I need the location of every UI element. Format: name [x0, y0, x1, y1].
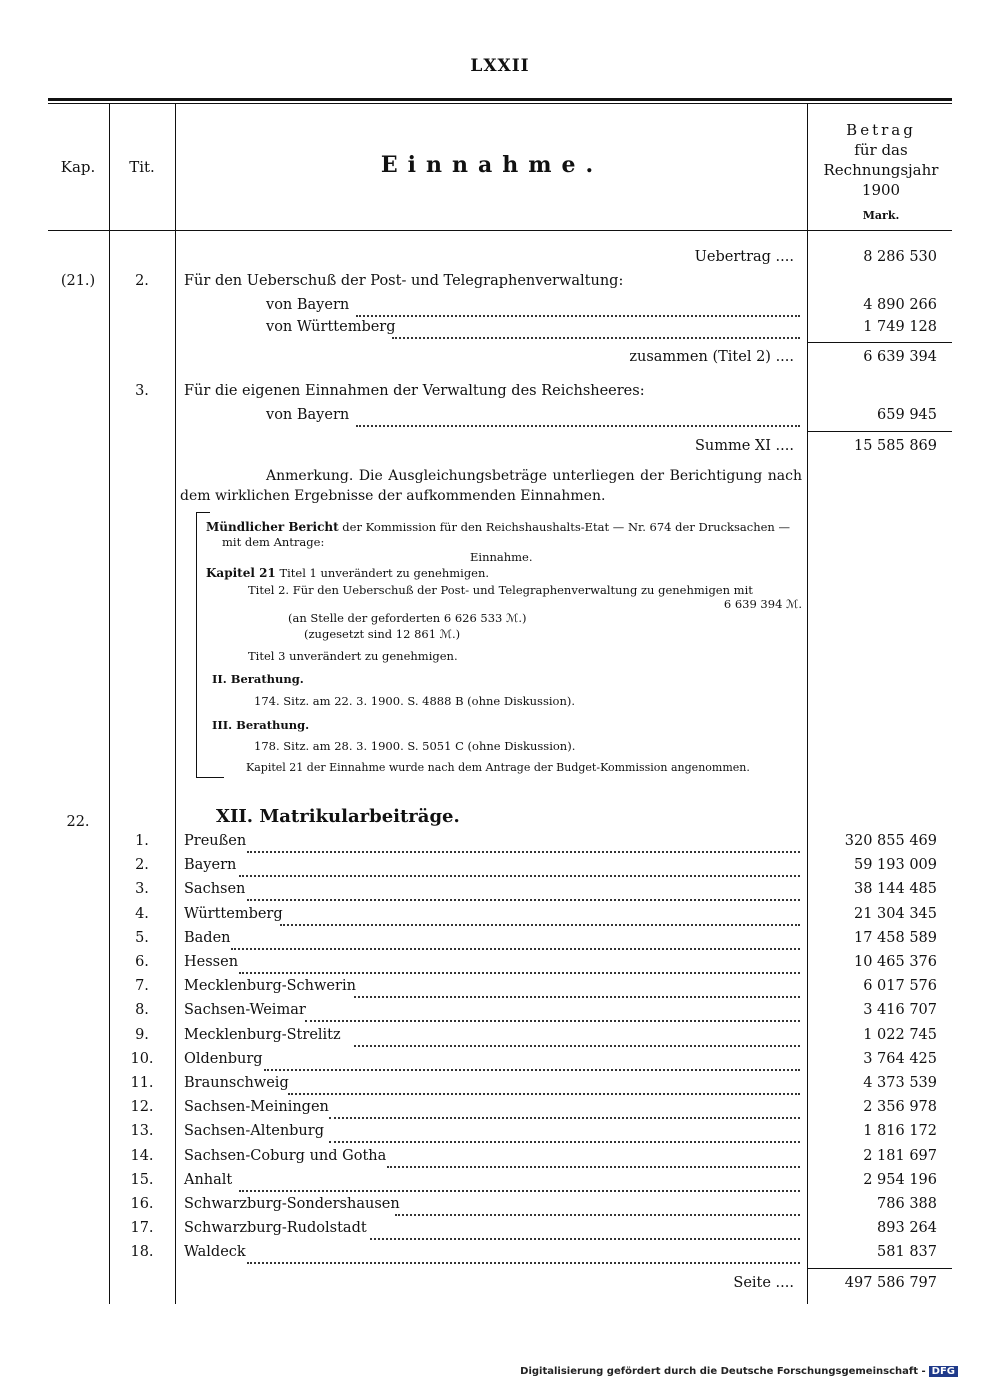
report-amount: 6 639 394 ℳ.: [723, 597, 802, 611]
table-row: [0, 878, 1000, 902]
leader-dots: [231, 930, 800, 950]
row-amount: 2 954 196: [863, 1172, 937, 1188]
table-row: [0, 903, 1000, 927]
row-label: Württemberg: [184, 906, 283, 922]
table-row: [0, 927, 1000, 951]
row-amount: 1 749 128: [863, 319, 937, 335]
table-row: [0, 1096, 1000, 1120]
row-bayern-heer: [0, 404, 1000, 428]
row-amount: 8 286 530: [863, 249, 937, 265]
row-amount: 786 388: [877, 1196, 937, 1212]
table-row: [0, 1145, 1000, 1169]
row-label: von Bayern: [266, 407, 350, 423]
leader-dots: [239, 857, 800, 877]
row-zusammen: [0, 346, 1000, 370]
row-label: Sachsen-Coburg und Gotha: [184, 1148, 387, 1164]
leader-dots: [370, 1220, 800, 1240]
report-reading-heading: III. Berathung.: [212, 718, 310, 732]
header-amount: [810, 120, 952, 226]
row-amount: 3 416 707: [863, 1002, 937, 1018]
row-uebertrag: [0, 246, 1000, 270]
row-bayern-post: [0, 294, 1000, 318]
row-label: zusammen (Titel 2) ....: [629, 349, 794, 365]
header-unit: Mark.: [862, 209, 900, 222]
header-rule-top-thin: [48, 103, 952, 104]
header-amount-line: Betrag: [846, 121, 916, 139]
row-tit: 18.: [130, 1244, 154, 1260]
header-rule-bottom: [48, 230, 952, 231]
row-tit: 3.: [135, 383, 149, 399]
table-row: [0, 951, 1000, 975]
row-label: Preußen: [184, 833, 247, 849]
row-label: Oldenburg: [184, 1051, 263, 1067]
sum-rule: [808, 431, 952, 432]
row-amount: 4 373 539: [863, 1075, 937, 1091]
table-row: [0, 1072, 1000, 1096]
row-title-3: [0, 380, 1000, 404]
leader-dots: [305, 1002, 800, 1022]
row-tit: 1.: [135, 833, 149, 849]
header-amount-line: 1900: [861, 181, 901, 199]
leader-dots: [329, 1099, 800, 1119]
row-tit: 17.: [130, 1220, 154, 1236]
leader-dots: [354, 978, 800, 998]
table-row: [0, 1241, 1000, 1265]
row-label: Schwarzburg-Sondershausen: [184, 1196, 400, 1212]
row-label: Sachsen-Meiningen: [184, 1099, 329, 1115]
report-text: Titel 1 unverändert zu genehmigen.: [279, 566, 490, 580]
report-box-tick: [196, 777, 224, 778]
row-label: Summe XI ....: [694, 438, 794, 454]
row-amount: 6 017 576: [863, 978, 937, 994]
row-tit: 2.: [135, 273, 149, 289]
row-label: Mecklenburg-Strelitz: [184, 1027, 341, 1043]
report-box-tick: [196, 512, 210, 513]
report-text: (zugesetzt sind 12 861 ℳ.): [304, 627, 461, 641]
row-label: Mecklenburg-Schwerin: [184, 978, 356, 994]
row-amount: 6 639 394: [863, 349, 937, 365]
row-tit: 15.: [130, 1172, 154, 1188]
report-text: Titel 2. Für den Ueberschuß der Post- und Telegraphenverwaltung zu genehmigen mit: [248, 583, 753, 597]
header-amount-line: für das: [854, 141, 908, 159]
leader-dots: [239, 1172, 800, 1192]
header-title: Einnahme.: [380, 152, 604, 178]
row-tit: 14.: [130, 1148, 154, 1164]
table-row: [0, 1193, 1000, 1217]
table-row: [0, 854, 1000, 878]
report-chapter: Kapitel 21: [206, 566, 276, 580]
leader-dots: [288, 1075, 800, 1095]
row-kap: (21.): [60, 273, 96, 289]
report-text: 178. Sitz. am 28. 3. 1900. S. 5051 C (ohne Diskussion).: [254, 739, 576, 753]
row-tit: 7.: [135, 978, 149, 994]
row-summe-xi: [0, 435, 1000, 459]
row-tit: 9.: [135, 1027, 149, 1043]
row-label: Hessen: [184, 954, 239, 970]
report-text: 174. Sitz. am 22. 3. 1900. S. 4888 B (ohne Diskussion).: [254, 694, 575, 708]
row-label: Sachsen-Weimar: [184, 1002, 306, 1018]
table-row: [0, 1048, 1000, 1072]
sum-rule: [808, 342, 952, 343]
row-amount: 497 586 797: [844, 1275, 937, 1291]
report-text: Einnahme.: [470, 550, 533, 564]
row-tit: 8.: [135, 1002, 149, 1018]
row-amount: 10 465 376: [853, 954, 937, 970]
row-tit: 2.: [135, 857, 149, 873]
row-amount: 581 837: [877, 1244, 937, 1260]
row-label: Braunschweig: [184, 1075, 289, 1091]
row-tit: 13.: [130, 1123, 154, 1139]
row-wuerttemberg-post: [0, 316, 1000, 340]
leader-dots: [354, 1027, 800, 1047]
report-text: Titel 3 unverändert zu genehmigen.: [248, 649, 458, 663]
row-label: Bayern: [184, 857, 237, 873]
row-label: Baden: [184, 930, 231, 946]
row-label: Anhalt: [184, 1172, 233, 1188]
table-row: [0, 1024, 1000, 1048]
table-row: [0, 1217, 1000, 1241]
row-tit: 4.: [135, 906, 149, 922]
row-amount: 1 022 745: [863, 1027, 937, 1043]
row-amount: 659 945: [877, 407, 937, 423]
leader-dots: [387, 1148, 800, 1168]
row-label: von Bayern: [266, 297, 350, 313]
table-row: [0, 999, 1000, 1023]
row-amount: 2 181 697: [863, 1148, 937, 1164]
row-amount: 3 764 425: [863, 1051, 937, 1067]
row-amount: 320 855 469: [844, 833, 937, 849]
leader-dots: [239, 954, 800, 974]
row-tit: 16.: [130, 1196, 154, 1212]
page-number: LXXII: [470, 56, 530, 76]
report-text: der Kommission für den Reichshaushalts-Etat — Nr. 674 der Drucksachen —: [342, 520, 790, 534]
row-amount: 59 193 009: [853, 857, 937, 873]
table-row: [0, 830, 1000, 854]
leader-dots: [264, 1051, 800, 1071]
row-label: Für den Ueberschuß der Post- und Telegraphenverwaltung:: [184, 273, 624, 289]
leader-dots: [395, 1196, 800, 1216]
row-amount: 893 264: [877, 1220, 937, 1236]
leader-dots: [247, 881, 800, 901]
report-text: Kapitel 21 der Einnahme wurde nach dem Antrage der Budget-Kommission angenommen.: [246, 761, 750, 774]
report-heading: Mündlicher Bericht: [206, 520, 339, 534]
leader-dots: [329, 1123, 800, 1143]
row-label: Für die eigenen Einnahmen der Verwaltung des Reichsheeres:: [184, 383, 645, 399]
report-reading-heading: II. Berathung.: [212, 672, 304, 686]
row-seite: [0, 1272, 1000, 1296]
sum-rule: [808, 1268, 952, 1269]
row-tit: 11.: [130, 1075, 154, 1091]
header-amount-line: Rechnungsjahr: [823, 161, 939, 179]
section-title: XII. Matrikularbeiträge.: [216, 806, 460, 827]
row-label: Sachsen: [184, 881, 246, 897]
table-row: [0, 1169, 1000, 1193]
footer-text: Digitalisierung gefördert durch die Deutsche Forschungsgemeinschaft -: [520, 1366, 926, 1377]
leader-dots: [356, 297, 800, 317]
leader-dots: [247, 833, 800, 853]
report-text: (an Stelle der geforderten 6 626 533 ℳ.): [288, 611, 527, 625]
table-row: [0, 1120, 1000, 1144]
leader-dots: [356, 407, 800, 427]
row-label: Waldeck: [184, 1244, 246, 1260]
row-amount: 4 890 266: [863, 297, 937, 313]
header-tit: Tit.: [129, 158, 155, 176]
row-amount: 17 458 589: [853, 930, 937, 946]
row-amount: 15 585 869: [853, 438, 937, 454]
footer-credit: [520, 1366, 958, 1377]
row-amount: 1 816 172: [863, 1123, 937, 1139]
row-label: von Württemberg: [266, 319, 396, 335]
header-kap: Kap.: [60, 158, 96, 176]
leader-dots: [392, 319, 800, 339]
row-amount: 38 144 485: [853, 881, 937, 897]
row-label: Seite ....: [733, 1275, 794, 1291]
row-label: Uebertrag ....: [694, 249, 794, 265]
leader-dots: [280, 906, 800, 926]
row-tit: 5.: [135, 930, 149, 946]
row-amount: 2 356 978: [863, 1099, 937, 1115]
row-title-2: [0, 270, 1000, 294]
table-row: [0, 975, 1000, 999]
section-kap: 22.: [66, 814, 90, 830]
row-label: Schwarzburg-Rudolstadt: [184, 1220, 367, 1236]
row-tit: 10.: [130, 1051, 154, 1067]
report-text: mit dem Antrage:: [222, 535, 325, 549]
row-tit: 6.: [135, 954, 149, 970]
row-tit: 12.: [130, 1099, 154, 1115]
row-label: Sachsen-Altenburg: [184, 1123, 324, 1139]
leader-dots: [247, 1244, 800, 1264]
report-line: [206, 566, 489, 581]
report-line: [206, 520, 790, 535]
row-amount: 21 304 345: [853, 906, 937, 922]
header-rule-top: [48, 98, 952, 101]
annotation-note: Anmerkung. Die Ausgleichungsbeträge unterliegen der Berichtigung nach dem wirklichen Ergebnisse der aufkommenden Einnahmen.: [180, 468, 802, 504]
dfg-logo: DFG: [929, 1366, 958, 1377]
row-tit: 3.: [135, 881, 149, 897]
